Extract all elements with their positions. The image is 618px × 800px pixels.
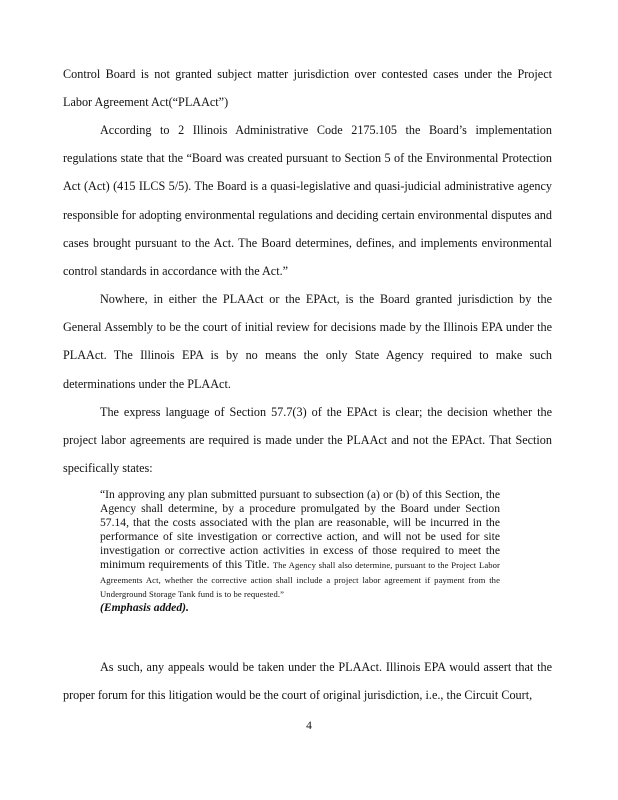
quote-main-text: “In approving any plan submitted pursuant to subsection (a) or (b) of this Section, the Agency shall determine, by a procedure promulgated by the Board under Section 57.14, that the costs associated with the plan are reasonable, will be incurred in the performance of site investigation or corrective action, and will not be used for site investigation or corrective action activities in excess of those required to meet the minimum requirements of this Title. [100,488,500,572]
page-number: 4 [306,720,312,732]
block-quote [100,488,500,615]
paragraph-nowhere-jurisdiction: Nowhere, in either the PLAAct or the EPAct, is the Board granted jurisdiction by the General Assembly to be the court of initial review for decisions made by the Illinois EPA under the PLAAct. The Illinois EPA is by no means the only State Agency required to make such determinations under the PLAAct. [63,292,552,391]
paragraph-express-language: The express language of Section 57.7(3) of the EPAct is clear; the decision whether the project labor agreements are required is made under the PLAAct and not the EPAct. That Section specifically states: [63,405,552,476]
paragraph-jurisdiction-intro: Control Board is not granted subject matter jurisdiction over contested cases under the Project Labor Agreement Act(“PLAAct”) [63,67,552,110]
quote-small-text: The Agency shall also determine, pursuant to the Project Labor Agreements Act, whether the corrective action shall include a project labor agreement if payment from the Underground Storage Tank fund is to be requested.” [100,560,500,599]
quote-emphasis-note: (Emphasis added). [100,600,189,614]
paragraph-board-regulations: According to 2 Illinois Administrative Code 2175.105 the Board’s implementation regulations state that the “Board was created pursuant to Section 5 of the Environmental Protection Act (Act) (415 ILCS 5/5). The Board is a quasi-legislative and quasi-judicial administrative agency responsible for adopting environmental regulations and deciding certain environmental disputes and cases brought pursuant to the Act. The Board determines, defines, and implements environmental control standards in accordance with the Act.” [63,123,552,279]
paragraph-appeals: As such, any appeals would be taken under the PLAAct. Illinois EPA would assert that the proper forum for this litigation would be the court of original jurisdiction, i.e., the Circuit Court, [63,660,552,703]
